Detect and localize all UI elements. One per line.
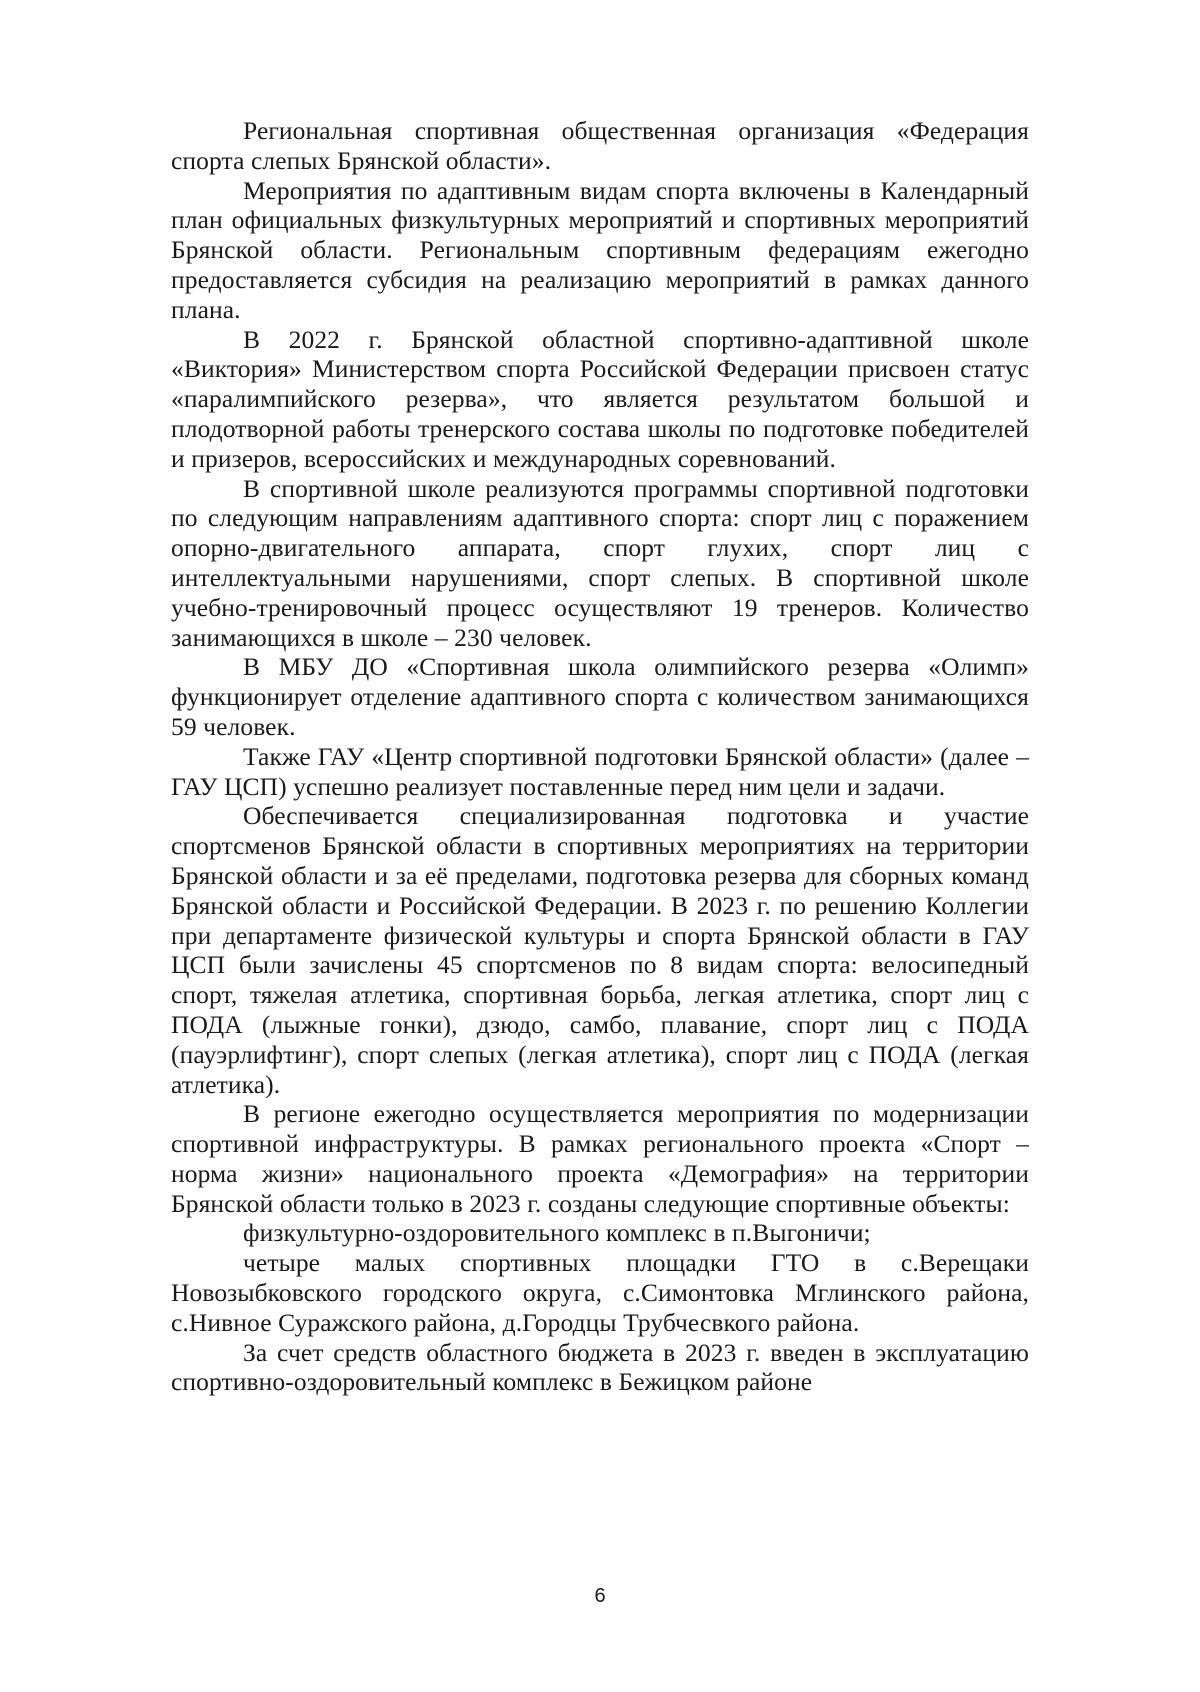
paragraph-gau-csp: Также ГАУ «Центр спортивной подготовки Брянской области» (далее – ГАУ ЦСП) успешно реализует поставленные перед ним цели и задачи. — [171, 741, 1029, 801]
paragraph-athlete-preparation: Обеспечивается специализированная подготовка и участие спортсменов Брянской области в спортивных мероприятиях на территории Брянской области и за её пределами, подготовка резерва для сборных команд Брянской области и Российской Федерации. В 2023 г. по решению Коллегии при департаменте физической культуры и спорта Брянской области в ГАУ ЦСП были зачислены 45 спортсменов по 8 видам спорта: велосипедный спорт, тяжелая атлетика, спортивная борьба, легкая атлетика, спорт лиц с ПОДА (лыжные гонки), дзюдо, самбо, плавание, спорт лиц с ПОДА (пауэрлифтинг), спорт слепых (легкая атлетика), спорт лиц с ПОДА (легкая атлетика). — [171, 801, 1029, 1099]
paragraph-gto-grounds: четыре малых спортивных площадки ГТО в с.Верещаки Новозыбковского городского округа, с.Симонтовка Мглинского района, с.Нивное Суражского района, д.Городцы Трубчесвкого района. — [171, 1248, 1029, 1337]
paragraph-olimp-school: В МБУ ДО «Спортивная школа олимпийского резерва «Олимп» функционирует отделение адаптивного спорта с количеством занимающихся 59 человек. — [171, 652, 1029, 741]
paragraph-infrastructure: В регионе ежегодно осуществляется мероприятия по модернизации спортивной инфраструктуры. В рамках регионального проекта «Спорт – норма жизни» национального проекта «Демография» на территории Брянской области только в 2023 г. созданы следующие спортивные объекты: — [171, 1099, 1029, 1218]
paragraph-regional-budget: За счет средств областного бюджета в 2023 г. введен в эксплуатацию спортивно-оздоровительный комплекс в Бежицком районе — [171, 1337, 1029, 1397]
document-body — [171, 116, 1029, 1397]
paragraph-federation: Региональная спортивная общественная организация «Федерация спорта слепых Брянской области». — [171, 116, 1029, 175]
paragraph-training-programs: В спортивной школе реализуются программы спортивной подготовки по следующим направлениям адаптивного спорта: спорт лиц с поражением опорно-двигательного аппарата, спорт глухих, спорт лиц с интеллектуальными нарушениями, спорт слепых. В спортивной школе учебно-тренировочный процесс осуществляют 19 тренеров. Количество занимающихся в школе – 230 человек. — [171, 473, 1029, 652]
paragraph-victoria-school: В 2022 г. Брянской областной спортивно-адаптивной школе «Виктория» Министерством спорта Российской Федерации присвоен статус «паралимпийского резерва», что является результатом большой и плодотворной работы тренерского состава школы по подготовке победителей и призеров, всероссийских и международных соревнований. — [171, 324, 1029, 473]
page-number: 6 — [594, 1585, 606, 1607]
paragraph-vygonichi-complex: физкультурно-оздоровительного комплекс в п.Выгоничи; — [243, 1218, 871, 1248]
paragraph-calendar-plan: Мероприятия по адаптивным видам спорта включены в Календарный план официальных физкультурных мероприятий и спортивных мероприятий Брянской области. Региональным спортивным федерациям ежегодно предоставляется субсидия на реализацию мероприятий в рамках данного плана. — [171, 175, 1029, 324]
